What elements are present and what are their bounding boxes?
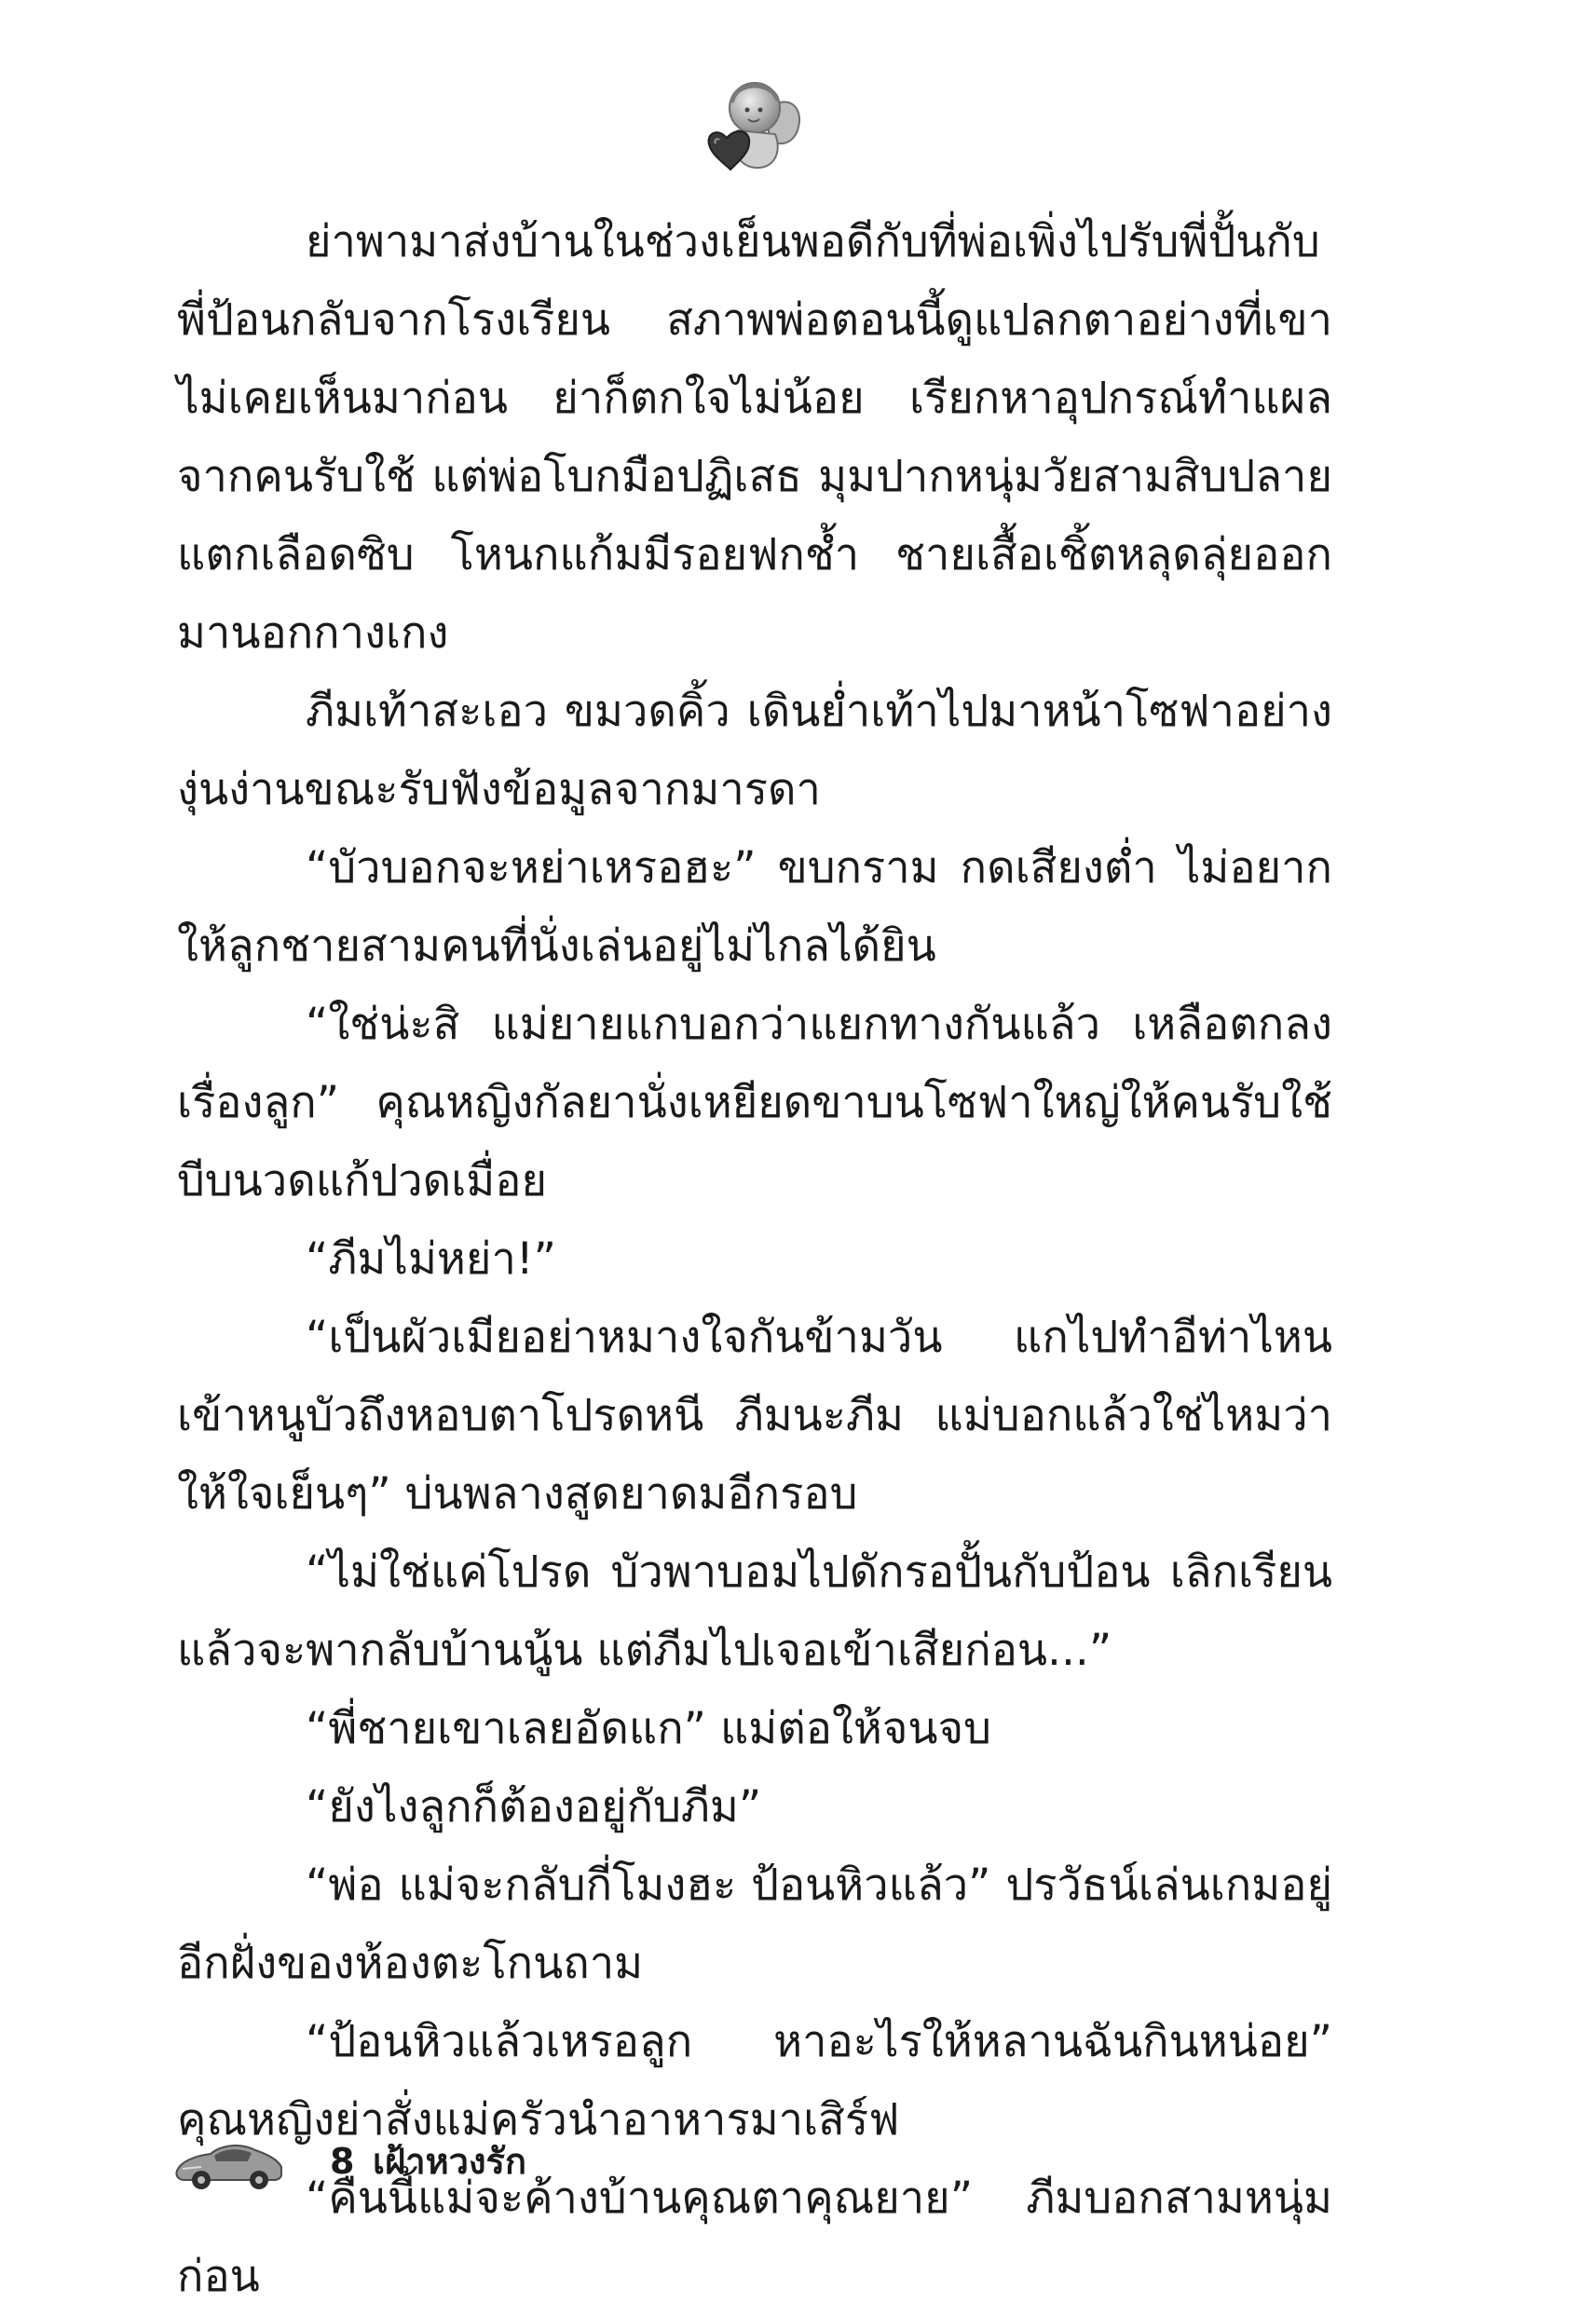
paragraph: ภีมเท้าสะเอว ขมวดคิ้ว เดินย่ำเท้าไปมาหน้าโซฟาอย่างงุ่นง่านขณะรับฟังข้อมูลจากมารดา — [177, 686, 1332, 815]
paragraph: “พ่อ แม่จะกลับกี่โมงฮะ ป้อนหิวแล้ว” ปรวัธน์เล่นเกมอยู่อีกฝั่งของห้องตะโกนถาม — [177, 1860, 1332, 1989]
paragraph: “ยังไงลูกก็ต้องอยู่กับภีม” — [306, 1781, 762, 1832]
page-number: 8 — [330, 2141, 355, 2182]
paragraph: ย่าพามาส่งบ้านในช่วงเย็นพอดีกับที่พ่อเพิ่งไปรับพี่ปั้นกับพี่ป้อนกลับจากโรงเรียน สภาพพ่อตอนนี้ดูแปลกตาอย่างที่เขาไม่เคยเห็นมาก่อน ย่าก็ตกใจไม่น้อย เรียกหาอุปกรณ์ทำแผลจากคนรับใช้ แต่พ่อโบกมือปฏิเสธ มุมปากหนุ่มวัยสามสิบปลายแตกเลือดซิบ โหนกแก้มมีรอยฟกช้ำ ชายเสื้อเชิ้ตหลุดลุ่ยออกมานอกกางเกง — [177, 216, 1332, 659]
paragraph: “คืนนี้แม่จะค้างบ้านคุณตาคุณยาย” ภีมบอกสามหนุ่มก่อน — [177, 2173, 1332, 2302]
cherub-with-heart-icon — [701, 73, 809, 175]
paragraph: “ภีมไม่หย่า!” — [306, 1233, 557, 1285]
paragraph: “ใช่น่ะสิ แม่ยายแกบอกว่าแยกทางกันแล้ว เหลือตกลงเรื่องลูก” คุณหญิงกัลยานั่งเหยียดขาบนโซฟาใหญ่ให้คนรับใช้บีบนวดแก้ปวดเมื่อย — [177, 999, 1332, 1206]
sports-car-icon — [173, 2133, 285, 2191]
paragraph: “พี่ชายเขาเลยอัดแก” แม่ต่อให้จนจบ — [306, 1703, 991, 1754]
paragraph: “เป็นผัวเมียอย่าหมางใจกันข้ามวัน แกไปทำอีท่าไหนเข้าหนูบัวถึงหอบตาโปรดหนี ภีมนะภีม แม่บอกแล้วใช่ไหมว่าให้ใจเย็นๆ” บ่นพลางสูดยาดมอีกรอบ — [177, 1312, 1332, 1519]
paragraph: “ไม่ใช่แค่โปรด บัวพาบอมไปดักรอปั้นกับป้อน เลิกเรียนแล้วจะพากลับบ้านนู้น แต่ภีมไปเจอเข้าเสียก่อน...” — [177, 1546, 1332, 1676]
paragraph: “ป้อนหิวแล้วเหรอลูก หาอะไรให้หลานฉันกินหน่อย” คุณหญิงย่าสั่งแม่ครัวนำอาหารมาเสิร์ฟ — [177, 2016, 1332, 2146]
page-footer — [173, 2126, 919, 2210]
chapter-body — [177, 203, 1332, 2316]
book-title: เฝ้าหวงรัก — [373, 2141, 526, 2182]
paragraph: “บัวบอกจะหย่าเหรอฮะ” ขบกราม กดเสียงต่ำ ไม่อยากให้ลูกชายสามคนที่นั่งเล่นอยู่ไม่ไกลได้ยิน — [177, 842, 1332, 972]
